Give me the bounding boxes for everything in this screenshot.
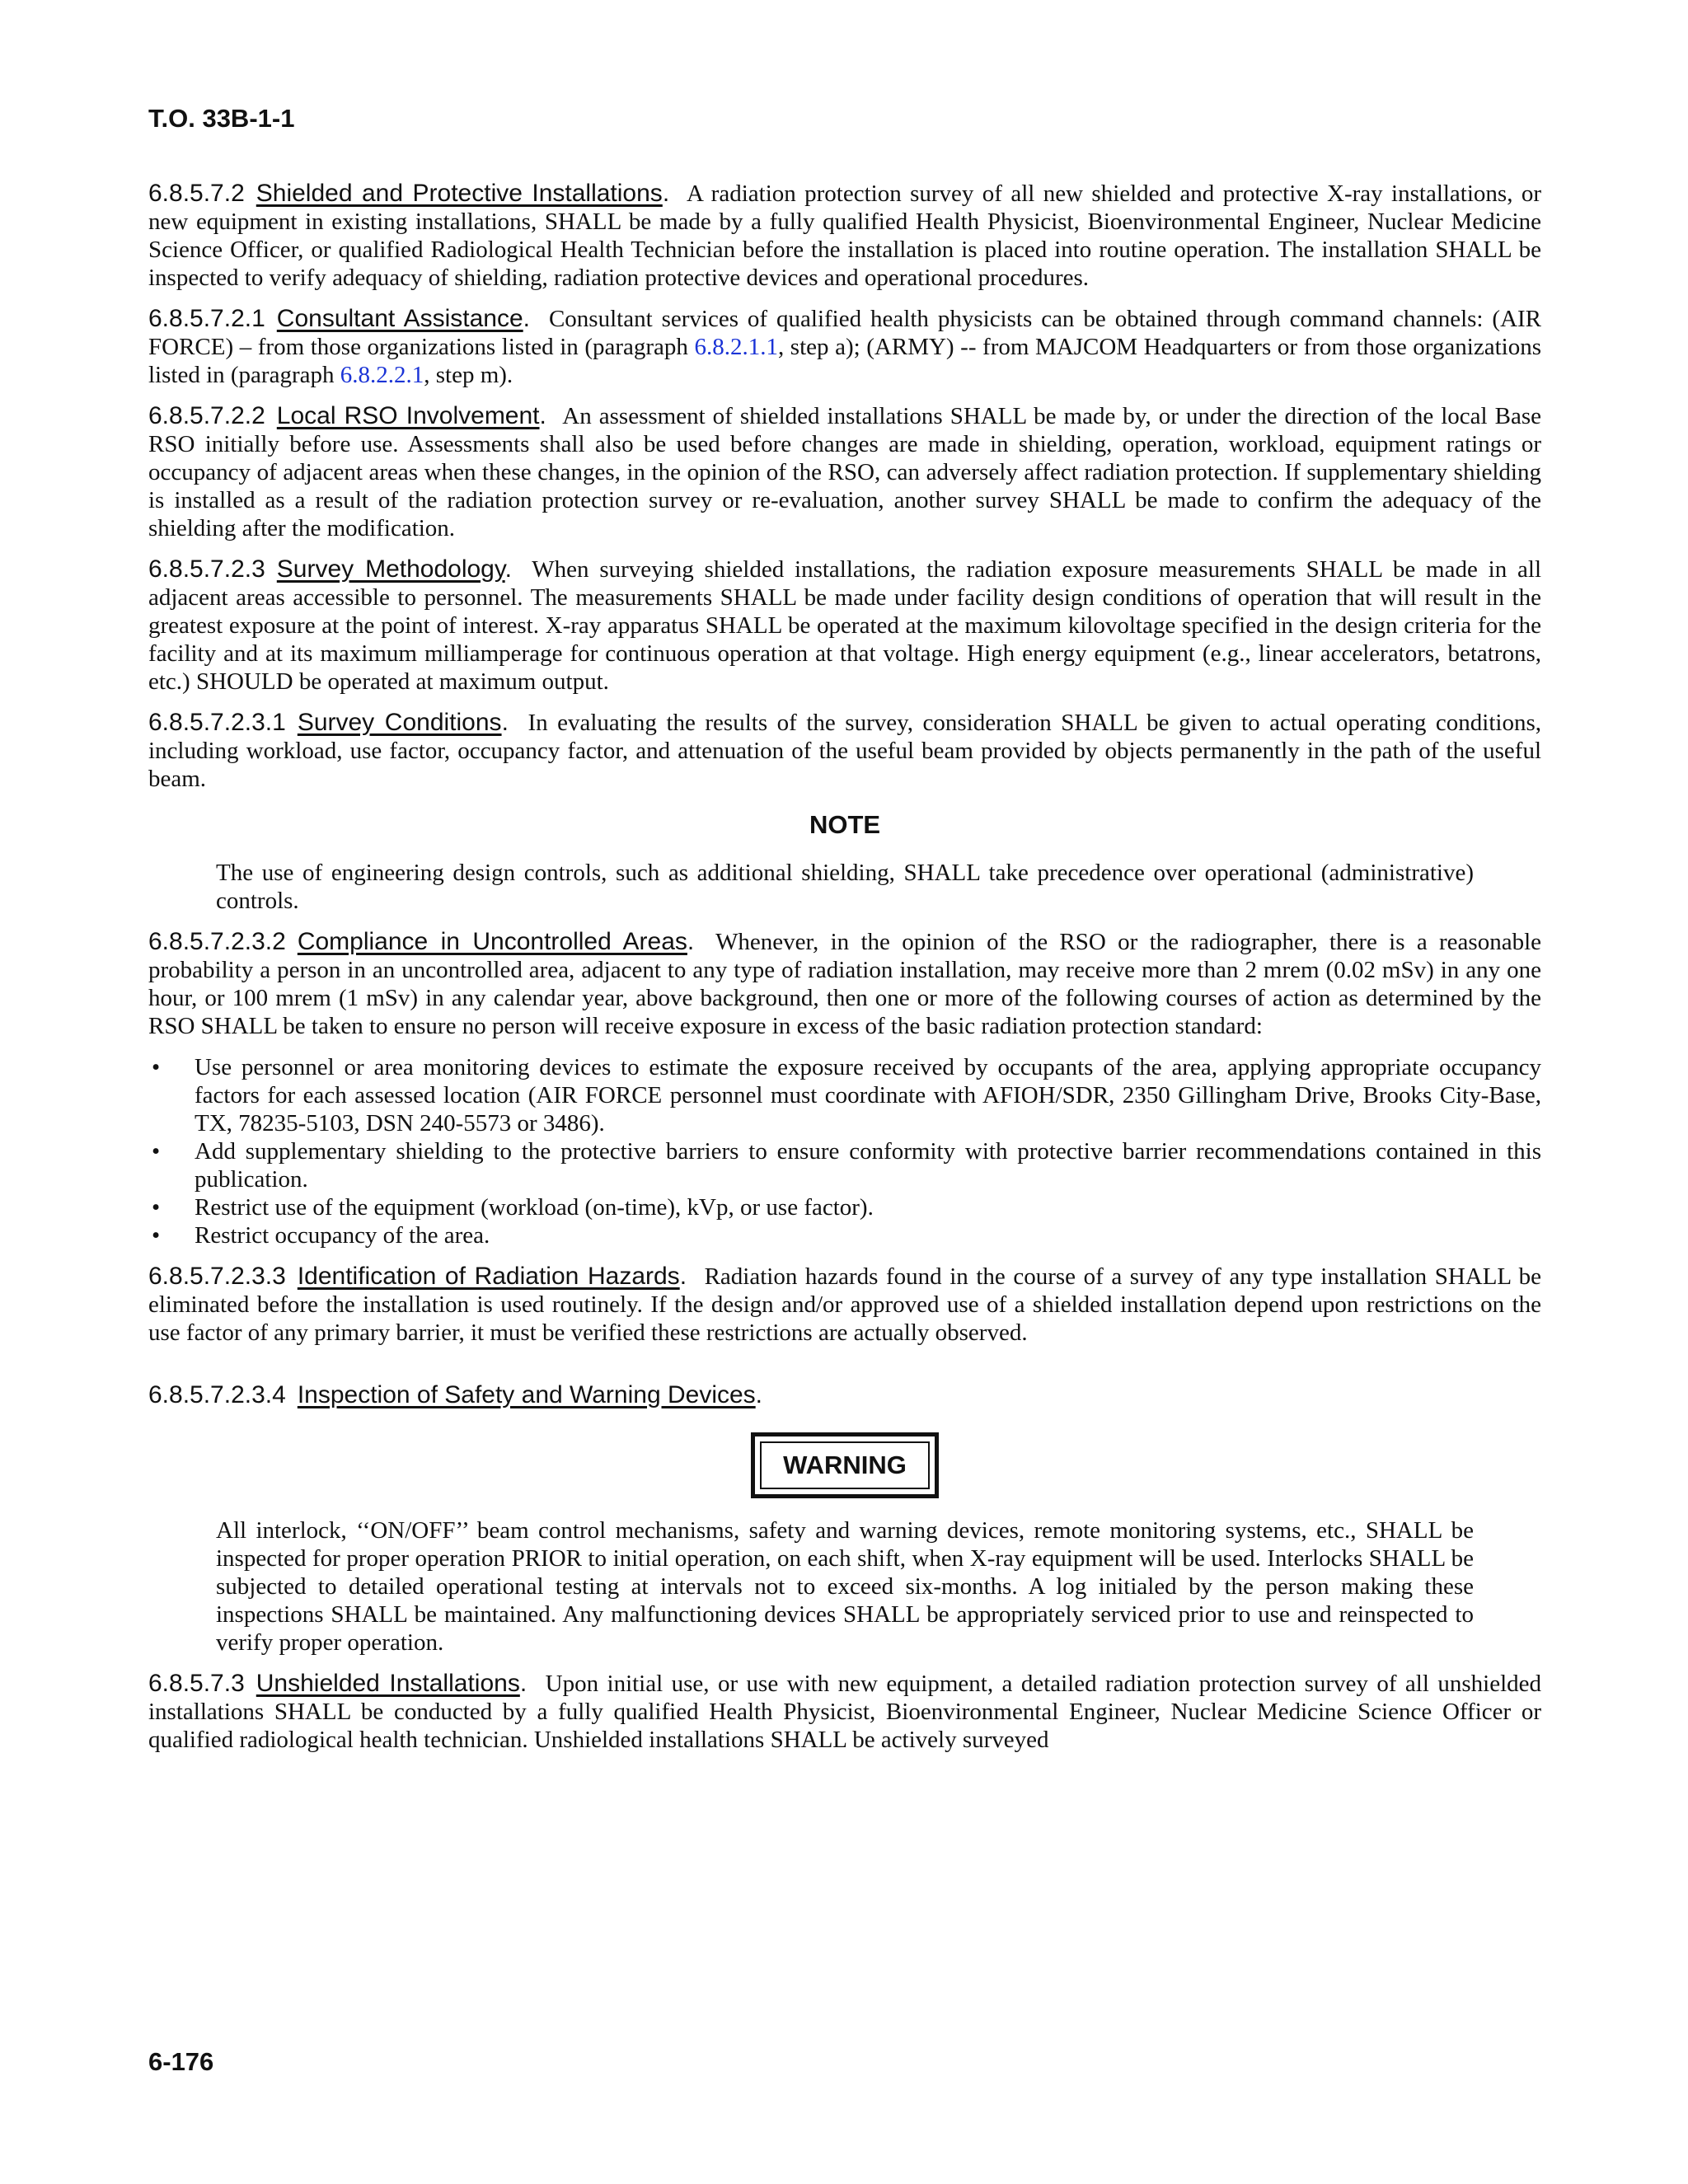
section-heading: Compliance in Uncontrolled Areas bbox=[297, 928, 687, 955]
section-text: , step a); (ARMY) -- from MAJCOM Headquarters or from those organizations listed in (paragraph bbox=[148, 334, 1541, 388]
document-id: T.O. 33B-1-1 bbox=[148, 104, 295, 133]
section-6-8-5-7-2-1 bbox=[148, 305, 1541, 389]
section-6-8-5-7-2 bbox=[148, 180, 1541, 292]
warning-frame bbox=[751, 1432, 939, 1498]
section-6-8-5-7-2-2 bbox=[148, 402, 1541, 542]
section-text: In evaluating the results of the survey, consideration SHALL be given to actual operating conditions, including workload, use factor, occupancy factor, and attenuation of the useful beam provided by objects permanently in the path of the useful beam. bbox=[148, 710, 1541, 792]
section-number: 6.8.5.7.2 bbox=[148, 180, 245, 207]
list-item-text: Restrict occupancy of the area. bbox=[195, 1222, 490, 1249]
heading-period: . bbox=[687, 928, 695, 955]
list-item bbox=[148, 1221, 1541, 1249]
section-number: 6.8.5.7.2.3.3 bbox=[148, 1263, 286, 1290]
section-6-8-5-7-2-3-4 bbox=[148, 1381, 1541, 1409]
section-heading: Survey Methodology bbox=[276, 555, 505, 583]
section-heading: Local RSO Involvement bbox=[276, 402, 540, 429]
section-number: 6.8.5.7.2.3 bbox=[148, 555, 265, 583]
heading-period: . bbox=[679, 1263, 687, 1290]
paragraph-link-6-8-2-2-1[interactable]: 6.8.2.2.1 bbox=[340, 362, 424, 388]
list-item bbox=[148, 1137, 1541, 1193]
section-number: 6.8.5.7.3 bbox=[148, 1670, 245, 1697]
bullet-icon: • bbox=[152, 1138, 161, 1165]
section-6-8-5-7-2-3-3 bbox=[148, 1263, 1541, 1347]
warning-title: WARNING bbox=[760, 1441, 930, 1489]
heading-period: . bbox=[523, 305, 531, 332]
list-item-text: Add supplementary shielding to the protective barriers to ensure conformity with protective barrier recommendations contained in this publication. bbox=[195, 1138, 1541, 1193]
section-text: Radiation hazards found in the course of a survey of any type installation SHALL be eliminated before the installation is used routinely. If the design and/or approved use of a shielded installation depend upon restrictions on the use factor of any primary barrier, it must be verified these restrictions are actually observed. bbox=[148, 1263, 1541, 1346]
section-heading: Shielded and Protective Installations bbox=[256, 180, 663, 207]
bullet-icon: • bbox=[152, 1194, 161, 1221]
paragraph-link-6-8-2-1-1[interactable]: 6.8.2.1.1 bbox=[694, 334, 778, 360]
section-text: Consultant services of qualified health physicists can be obtained through command channels: (AIR FORCE) – from those organizations listed in (paragraph bbox=[148, 306, 1542, 360]
list-item bbox=[148, 1193, 1541, 1221]
section-6-8-5-7-3 bbox=[148, 1670, 1541, 1754]
list-item-text: Use personnel or area monitoring devices to estimate the exposure received by occupants of the area, applying appropriate occupancy factors for each assessed location (AIR FORCE personnel must coordinate with AFIOH/SDR, 2350 Gillingham Drive, Brooks City-Base, TX, 78235-5103, DSN 240-5573 or 3486). bbox=[195, 1054, 1541, 1137]
section-text: When surveying shielded installations, the radiation exposure measurements SHALL be made in all adjacent areas accessible to personnel. The measurements SHALL be made under facility design conditions of operation that will result in the greatest exposure at the point of interest. X-ray apparatus SHALL be operated at the maximum kilovoltage specified in the design criteria for the facility and at its maximum milliamperage for continuous operation at that voltage. High energy equipment (e.g., linear accelerators, betatrons, etc.) SHOULD be operated at maximum output. bbox=[148, 556, 1542, 695]
section-number: 6.8.5.7.2.1 bbox=[148, 305, 265, 332]
section-heading: Identification of Radiation Hazards bbox=[297, 1263, 680, 1290]
section-text: , step m). bbox=[424, 362, 513, 388]
heading-period: . bbox=[504, 555, 512, 583]
list-item-text: Restrict use of the equipment (workload (on-time), kVp, or use factor). bbox=[195, 1194, 874, 1221]
heading-period: . bbox=[755, 1381, 763, 1408]
bullet-icon: • bbox=[152, 1054, 161, 1080]
section-text: A radiation protection survey of all new shielded and protective X-ray installations, or new equipment in existing installations, SHALL be made by a fully qualified Health Physicist, Bioenvironmental Engineer, Nuclear Medicine Science Officer, or qualified Radiological Health Technician before the installation is placed into routine operation. The installation SHALL be inspected to verify adequacy of shielding, radiation protective devices and operational procedures. bbox=[148, 180, 1541, 291]
section-number: 6.8.5.7.2.2 bbox=[148, 402, 265, 429]
note-text: The use of engineering design controls, such as additional shielding, SHALL take precedence over operational (administrative) controls. bbox=[216, 860, 1474, 914]
spacer bbox=[148, 1360, 1541, 1381]
section-heading: Unshielded Installations bbox=[256, 1670, 520, 1697]
section-number: 6.8.5.7.2.3.2 bbox=[148, 928, 286, 955]
heading-period: . bbox=[539, 402, 546, 429]
section-heading: Inspection of Safety and Warning Devices bbox=[297, 1381, 756, 1408]
section-text: An assessment of shielded installations SHALL be made by, or under the direction of the local Base RSO initially before use. Assessments shall also be used before changes are made in shielding, operation, workload, equipment ratings or occupancy of adjacent areas when these changes, in the opinion of the RSO, can adversely affect radiation protection. If supplementary shielding is installed as a result of the radiation protection survey or re-evaluation, another survey SHALL be made to confirm the adequacy of the shielding after the modification. bbox=[148, 403, 1541, 541]
warning-box bbox=[148, 1432, 1541, 1498]
bullet-icon: • bbox=[152, 1222, 161, 1249]
section-6-8-5-7-2-3 bbox=[148, 555, 1541, 696]
section-text: Upon initial use, or use with new equipment, a detailed radiation protection survey of all unshielded installations SHALL be conducted by a fully qualified Health Physicist, Bioenvironmental Engineer, Nuclear Medicine Science Officer or qualified radiological health technician. Unshielded installations SHALL be actively surveyed bbox=[148, 1671, 1542, 1753]
page-number: 6-176 bbox=[148, 2047, 214, 2076]
note-title: NOTE bbox=[809, 810, 881, 839]
page-content bbox=[148, 180, 1541, 1767]
section-heading: Consultant Assistance bbox=[276, 305, 523, 332]
section-number: 6.8.5.7.2.3.4 bbox=[148, 1381, 286, 1408]
warning-text: All interlock, ‘‘ON/OFF’’ beam control mechanisms, safety and warning devices, remote monitoring systems, etc., SHALL be inspected for proper operation PRIOR to initial operation, on each shift, when X-ray equipment will be used. Interlocks SHALL be subjected to detailed operational testing at intervals not to exceed six-months. A log initialed by the person making these inspections SHALL be maintained. Any malfunctioning devices SHALL be appropriately serviced prior to use and reinspected to verify proper operation. bbox=[216, 1517, 1474, 1656]
heading-period: . bbox=[501, 709, 509, 736]
section-heading: Survey Conditions bbox=[297, 709, 502, 736]
section-6-8-5-7-2-3-1 bbox=[148, 709, 1541, 793]
section-number: 6.8.5.7.2.3.1 bbox=[148, 709, 286, 736]
section-text: Whenever, in the opinion of the RSO or the radiographer, there is a reasonable probability a person in an uncontrolled area, adjacent to any type of radiation installation, may receive more than 2 mrem (0.02 mSv) in any one hour, or 100 mrem (1 mSv) in any calendar year, above background, then one or more of the following courses of action as determined by the RSO SHALL be taken to ensure no person will receive exposure in excess of the basic radiation protection standard: bbox=[148, 929, 1541, 1039]
heading-period: . bbox=[662, 180, 670, 207]
heading-period: . bbox=[519, 1670, 528, 1697]
action-list bbox=[148, 1053, 1541, 1249]
section-6-8-5-7-2-3-2 bbox=[148, 928, 1541, 1040]
list-item bbox=[148, 1053, 1541, 1137]
